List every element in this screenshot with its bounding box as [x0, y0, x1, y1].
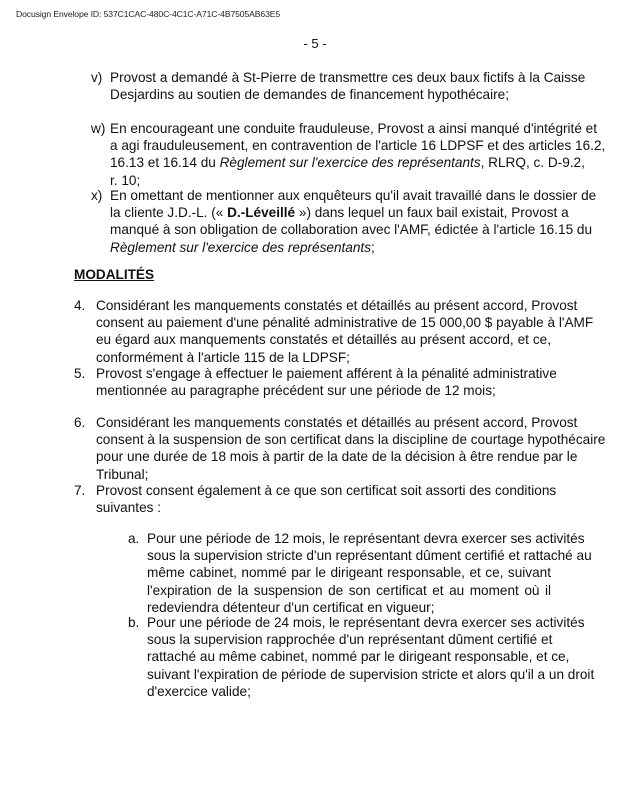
list-item-w: [91, 120, 606, 189]
item-label: v): [91, 70, 103, 85]
item-line: Pour une période de 24 mois, le représentant devra exercer ses activités: [147, 615, 585, 630]
item-line: sous la supervision stricte d'un représentant dûment certifié et rattaché au: [147, 548, 592, 564]
sub-item-a: [128, 530, 592, 616]
client-name: D.-Léveillé: [227, 205, 296, 221]
sub-item-b: [128, 614, 595, 700]
item-line: Provost s'engage à effectuer le paiement afférent à la pénalité administrative: [96, 366, 557, 381]
item-line: En encourageant une conduite frauduleuse, Provost a ainsi manqué d'intégrité et: [110, 121, 598, 136]
item-line: consent au paiement d'une pénalité administrative de 15 000,00 $ payable à l'AMF: [96, 315, 594, 331]
item-line: eu égard aux manquements constatés et détaillés au présent accord, et ce,: [96, 332, 551, 348]
list-item-4: [74, 297, 594, 366]
item-line: suivantes :: [96, 500, 161, 516]
item-line: mentionnée au paragraphe précédent sur une période de 12 mois;: [96, 383, 496, 399]
item-line: conformément à l'article 115 de la LDPSF;: [96, 349, 350, 365]
item-line: suivant l'expiration de période de supervision stricte et alors qu'il a un droit: [147, 666, 595, 682]
item-line: Provost a demandé à St-Pierre de transmettre ces deux baux fictifs à la Caisse: [110, 70, 586, 85]
item-line: Tribunal;: [96, 466, 149, 482]
item-line: rattaché au même cabinet, nommé par le dirigeant responsable, et ce,: [147, 649, 570, 665]
item-label: 4.: [74, 298, 86, 313]
section-heading: MODALITÉS: [74, 267, 155, 282]
item-line: En omettant de mentionner aux enquêteurs qu'il avait travaillé dans le dossier de: [110, 188, 597, 203]
envelope-id: Docusign Envelope ID: 537C1CAC-480C-4C1C-A71C-4B7505AB63E5: [16, 9, 281, 19]
regulation-title: Règlement sur l'exercice des représentants: [110, 239, 372, 255]
regulation-title: Règlement sur l'exercice des représentants: [219, 155, 481, 171]
list-item-x: [91, 187, 597, 256]
item-line: sous la supervision rapprochée d'un représentant dûment certifié et: [147, 632, 553, 648]
list-item-7: [74, 482, 557, 516]
item-label: a.: [128, 531, 140, 546]
item-label: 5.: [74, 366, 86, 381]
list-item-v: [91, 69, 586, 103]
item-label: w): [91, 121, 106, 136]
item-line: d'exercice valide;: [147, 683, 251, 699]
item-line: manqué à son obligation de collaboration avec l'AMF, édictée à l'article 16.15 du: [110, 222, 593, 238]
item-line: Desjardins au soutien de demandes de financement hypothécaire;: [110, 87, 510, 103]
item-line: pour une durée de 18 mois à partir de la date de la décision à être rendue par le: [96, 449, 578, 465]
list-item-6: [74, 414, 606, 483]
item-line: Considérant les manquements constatés et détaillés au présent accord, Provost: [96, 298, 578, 313]
item-line: la cliente J.D.-L. (« D.-Léveillé ») dans lequel un faux bail existait, Provost a: [110, 205, 569, 221]
item-label: 7.: [74, 483, 86, 498]
item-line: l'expiration de la suspension de son certificat et au moment où il: [147, 582, 551, 598]
item-line: Considérant les manquements constatés et détaillés au présent accord, Provost: [96, 415, 578, 430]
item-line: consent à la suspension de son certificat dans la discipline de courtage hypothécaire: [96, 432, 606, 448]
item-line: redeviendra détenteur d'un certificat en vigueur;: [147, 599, 435, 615]
list-item-5: [74, 365, 557, 399]
item-line: Règlement sur l'exercice des représentants;: [110, 239, 375, 255]
item-line: Provost consent également à ce que son certificat soit assorti des conditions: [96, 483, 557, 498]
item-line: r. 10;: [110, 172, 141, 188]
item-line: a agi frauduleusement, en contravention de l'article 16 LDPSF et des articles 16.2,: [110, 138, 606, 154]
item-label: b.: [128, 615, 140, 630]
item-label: 6.: [74, 415, 86, 430]
item-line: même cabinet, nommé par le dirigeant responsable, et ce, suivant: [147, 565, 551, 581]
page-number: - 5 -: [303, 36, 327, 51]
item-line: 16.13 et 16.14 du Règlement sur l'exercice des représentants, RLRQ, c. D-9.2,: [110, 155, 585, 171]
item-label: x): [91, 188, 103, 203]
item-line: Pour une période de 12 mois, le représentant devra exercer ses activités: [147, 531, 585, 546]
